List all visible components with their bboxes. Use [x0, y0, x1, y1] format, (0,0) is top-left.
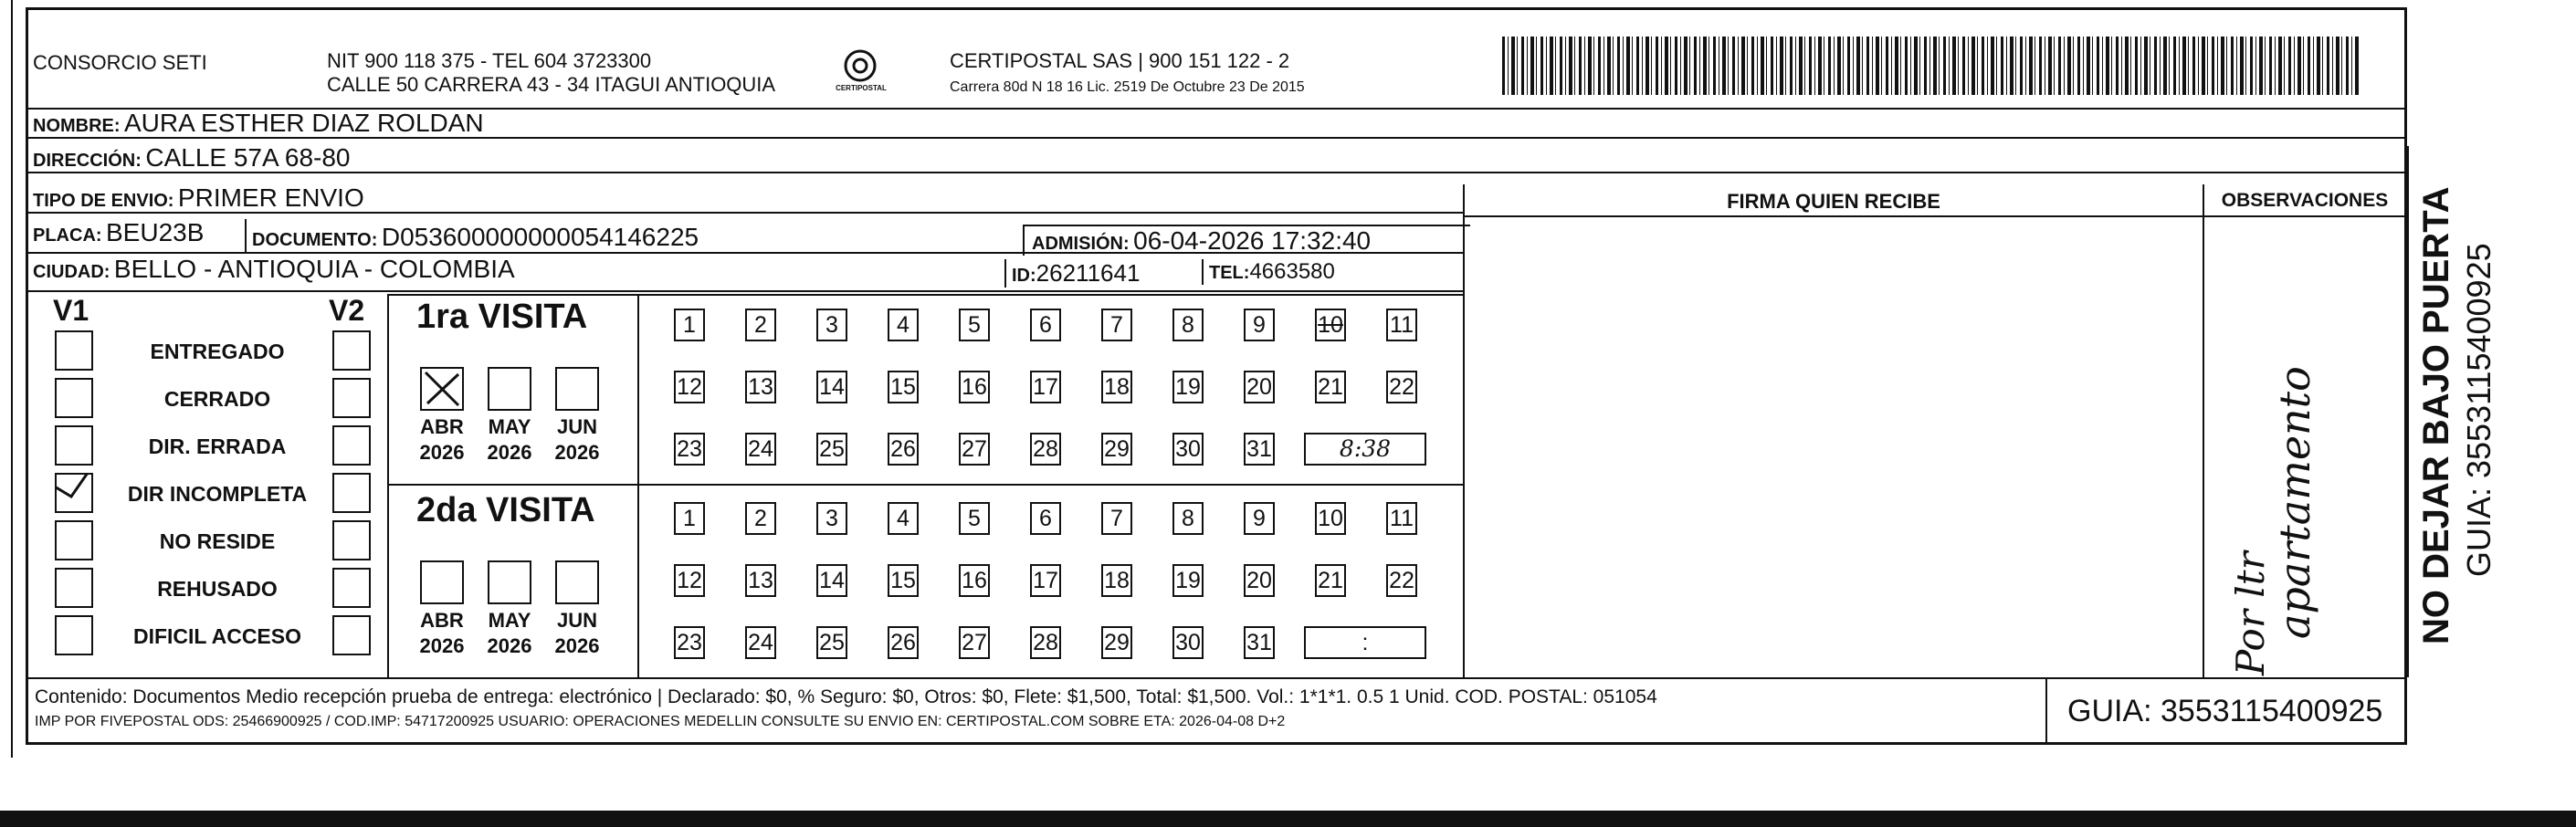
placa-row: PLACA: BEU23B — [27, 219, 1463, 254]
day-box[interactable]: 13 — [745, 371, 776, 403]
visit-divider — [389, 484, 1463, 486]
day-box[interactable]: 20 — [1244, 564, 1275, 597]
visit-top-line — [389, 294, 1463, 296]
side-warning: NO DEJAR BAJO PUERTA — [2416, 186, 2456, 644]
day-box[interactable]: 1 — [674, 309, 705, 341]
day-box[interactable]: 25 — [816, 433, 847, 466]
day-box[interactable]: 7 — [1101, 502, 1132, 535]
days-divider — [637, 294, 639, 677]
time-box[interactable]: : — [1304, 626, 1426, 659]
day-box[interactable]: 29 — [1101, 626, 1132, 659]
firma-column — [1463, 184, 1465, 677]
day-box[interactable]: 4 — [888, 502, 919, 535]
month-label: MAY 2026 — [487, 415, 532, 464]
x-mark-icon — [422, 369, 462, 409]
day-box[interactable]: 15 — [888, 564, 919, 597]
day-box[interactable]: 13 — [745, 564, 776, 597]
footer-imp-line: IMP POR FIVEPOSTAL ODS: 25466900925 / COD.IMP: 54717200925 USUARIO: OPERACIONES MEDELLIN CONSULTE SU ENVIO EN: CERTIPOSTAL.COM SOBRE ETA: 2026-04-08 D+2 — [35, 714, 1286, 729]
recipient-name: AURA ESTHER DIAZ ROLDAN — [124, 109, 484, 137]
company-name: CONSORCIO SETI — [33, 51, 207, 74]
admission-datetime: 06-04-2026 17:32:40 — [1133, 226, 1372, 255]
day-box[interactable]: 22 — [1386, 564, 1417, 597]
day-box[interactable]: 30 — [1172, 433, 1204, 466]
day-box[interactable]: 3 — [816, 309, 847, 341]
month-checkbox[interactable] — [488, 367, 531, 411]
day-box[interactable]: 26 — [888, 433, 919, 466]
tel-cell: TEL:4663580 — [1202, 259, 1465, 285]
certipostal-line: CERTIPOSTAL SAS | 900 151 122 - 2 — [950, 49, 1290, 72]
v1-checkbox[interactable] — [55, 425, 93, 466]
month-label: JUN 2026 — [554, 415, 600, 464]
day-box[interactable]: 16 — [959, 371, 990, 403]
day-box[interactable]: 28 — [1030, 433, 1061, 466]
nombre-row: NOMBRE: AURA ESTHER DIAZ ROLDAN — [27, 110, 2407, 139]
month-checkbox[interactable] — [420, 367, 464, 411]
day-box[interactable]: 23 — [674, 626, 705, 659]
day-box[interactable]: 15 — [888, 371, 919, 403]
month-label: JUN 2026 — [554, 609, 600, 657]
day-box[interactable]: 26 — [888, 626, 919, 659]
day-box[interactable]: 7 — [1101, 309, 1132, 341]
day-box[interactable]: 11 — [1386, 502, 1417, 535]
placa-divider — [245, 219, 247, 254]
v1-checkbox[interactable] — [55, 330, 93, 371]
admision-cell: ADMISIÓN: 06-04-2026 17:32:40 — [1023, 225, 1470, 256]
day-box[interactable]: 21 — [1315, 564, 1346, 597]
month-checkbox[interactable] — [555, 367, 599, 411]
footer-content-line: Contenido: Documentos Medio recepción prueba de entrega: electrónico | Declarado: $0, % Seguro: $0, Otros: $0, Flete: $1,500, Total: $1,500. Vol.: 1*1*1. 0.5 1 Unid. COD. POSTAL: 051054 — [35, 686, 1657, 707]
status-label: REHUSADO — [157, 577, 278, 601]
v2-checkbox[interactable] — [332, 520, 371, 560]
observaciones-column — [2203, 184, 2204, 677]
month-label: ABR 2026 — [419, 415, 465, 464]
day-box[interactable]: 24 — [745, 433, 776, 466]
v1-checkbox[interactable] — [55, 520, 93, 560]
check-mark-icon — [57, 475, 93, 511]
day-box[interactable]: 31 — [1244, 626, 1275, 659]
direccion-row: DIRECCIÓN: CALLE 57A 68-80 — [27, 144, 2407, 173]
address-line: CALLE 50 CARRERA 43 - 34 ITAGUI ANTIOQUIA — [327, 73, 776, 96]
id-cell: ID:26211641 — [1004, 259, 1185, 288]
month-checkbox[interactable] — [555, 560, 599, 604]
status-label: DIR. ERRADA — [148, 434, 287, 458]
v1-checkbox[interactable] — [55, 473, 93, 513]
footer-guia-box — [2045, 679, 2407, 743]
status-label: NO RESIDE — [159, 529, 276, 553]
day-box[interactable]: 20 — [1244, 371, 1275, 403]
v2-checkbox[interactable] — [332, 330, 371, 371]
documento-cell: DOCUMENTO: D053600000000054146225 — [252, 223, 699, 251]
month-checkbox[interactable] — [488, 560, 531, 604]
recipient-address: CALLE 57A 68-80 — [145, 143, 351, 172]
v2-checkbox[interactable] — [332, 568, 371, 608]
day-box[interactable]: 6 — [1030, 502, 1061, 535]
document-number: D053600000000054146225 — [381, 223, 699, 251]
v2-label: V2 — [329, 294, 365, 327]
v1-checkbox[interactable] — [55, 568, 93, 608]
recipient-id: 26211641 — [1036, 259, 1141, 287]
day-box[interactable]: 29 — [1101, 433, 1132, 466]
day-box[interactable]: 17 — [1030, 564, 1061, 597]
day-box[interactable]: 9 — [1244, 502, 1275, 535]
day-box[interactable]: 18 — [1101, 564, 1132, 597]
v2-checkbox[interactable] — [332, 378, 371, 418]
day-box[interactable]: 10 — [1315, 502, 1346, 535]
v2-checkbox[interactable] — [332, 615, 371, 655]
day-box[interactable]: 12 — [674, 371, 705, 403]
tipo-row: TIPO DE ENVIO: PRIMER ENVIO — [27, 184, 1463, 214]
nit-line: NIT 900 118 375 - TEL 604 3723300 — [327, 49, 652, 72]
day-box[interactable]: 22 — [1386, 371, 1417, 403]
logo-text: CERTIPOSTAL — [836, 84, 887, 92]
left-edge-line — [11, 0, 13, 758]
v1-label: V1 — [53, 294, 89, 327]
firma-header: FIRMA QUIEN RECIBE — [1727, 190, 1940, 213]
day-box[interactable]: 27 — [959, 626, 990, 659]
day-box[interactable]: 14 — [816, 564, 847, 597]
first-visit-title: 1ra VISITA — [416, 298, 588, 336]
certipostal-logo — [833, 46, 888, 100]
v1-checkbox[interactable] — [55, 615, 93, 655]
day-box[interactable]: 4 — [888, 309, 919, 341]
bottom-scan-bar — [0, 811, 2576, 827]
status-label: CERRADO — [163, 387, 271, 411]
certipostal-logo-icon — [833, 46, 888, 100]
day-box[interactable]: 16 — [959, 564, 990, 597]
day-box[interactable]: 17 — [1030, 371, 1061, 403]
day-box[interactable]: 5 — [959, 502, 990, 535]
day-box[interactable]: 6 — [1030, 309, 1061, 341]
v1-checkbox[interactable] — [55, 378, 93, 418]
day-box[interactable]: 8 — [1172, 309, 1204, 341]
day-box[interactable]: 21 — [1315, 371, 1346, 403]
footer-guia: GUIA: 3553115400925 — [2067, 694, 2383, 728]
status-label: ENTREGADO — [150, 340, 285, 363]
day-box[interactable]: 27 — [959, 433, 990, 466]
day-box[interactable]: 25 — [816, 626, 847, 659]
plate: BEU23B — [106, 218, 205, 246]
day-box[interactable]: 12 — [674, 564, 705, 597]
day-box[interactable]: 24 — [745, 626, 776, 659]
month-label: MAY 2026 — [487, 609, 532, 657]
day-box[interactable]: 5 — [959, 309, 990, 341]
shipment-type: PRIMER ENVIO — [177, 183, 364, 212]
day-box[interactable]: 18 — [1101, 371, 1132, 403]
v2-checkbox[interactable] — [332, 473, 371, 513]
day-box[interactable]: 23 — [674, 433, 705, 466]
license-line: Carrera 80d N 18 16 Lic. 2519 De Octubre 23 De 2015 — [950, 79, 1305, 95]
second-visit-title: 2da VISITA — [416, 491, 595, 529]
day-box[interactable]: 14 — [816, 371, 847, 403]
day-box[interactable]: 2 — [745, 502, 776, 535]
day-box[interactable]: 8 — [1172, 502, 1204, 535]
day-box[interactable]: 2 — [745, 309, 776, 341]
day-box[interactable]: 19 — [1172, 371, 1204, 403]
columns-header-line — [1463, 215, 2407, 217]
day-box[interactable]: 31 — [1244, 433, 1275, 466]
observation-note-line1: Por ltr — [2228, 551, 2273, 675]
month-label: ABR 2026 — [419, 609, 465, 657]
day-box[interactable]: 28 — [1030, 626, 1061, 659]
recipient-phone: 4663580 — [1249, 259, 1335, 284]
day-box[interactable]: 19 — [1172, 564, 1204, 597]
time-box[interactable]: 8:38 — [1304, 433, 1426, 466]
barcode — [1502, 37, 2360, 95]
day-box[interactable]: 3 — [816, 502, 847, 535]
ciudad-row: CIUDAD: BELLO - ANTIOQUIA - COLOMBIA — [27, 256, 1463, 292]
day-box[interactable]: 10 — [1315, 309, 1346, 341]
side-guia: GUIA: 3553115400925 — [2460, 243, 2497, 577]
status-label: DIFICIL ACCESO — [132, 624, 301, 648]
observaciones-header: OBSERVACIONES — [2221, 190, 2389, 211]
side-column-line — [2407, 146, 2409, 677]
status-divider — [387, 294, 389, 677]
month-checkbox[interactable] — [420, 560, 464, 604]
observation-note-line2: apartamento — [2270, 366, 2319, 639]
day-box[interactable]: 11 — [1386, 309, 1417, 341]
day-box[interactable]: 1 — [674, 502, 705, 535]
day-box[interactable]: 30 — [1172, 626, 1204, 659]
day-box[interactable]: 9 — [1244, 309, 1275, 341]
city: BELLO - ANTIOQUIA - COLOMBIA — [113, 255, 515, 283]
status-label: DIR INCOMPLETA — [127, 482, 308, 506]
v2-checkbox[interactable] — [332, 425, 371, 466]
